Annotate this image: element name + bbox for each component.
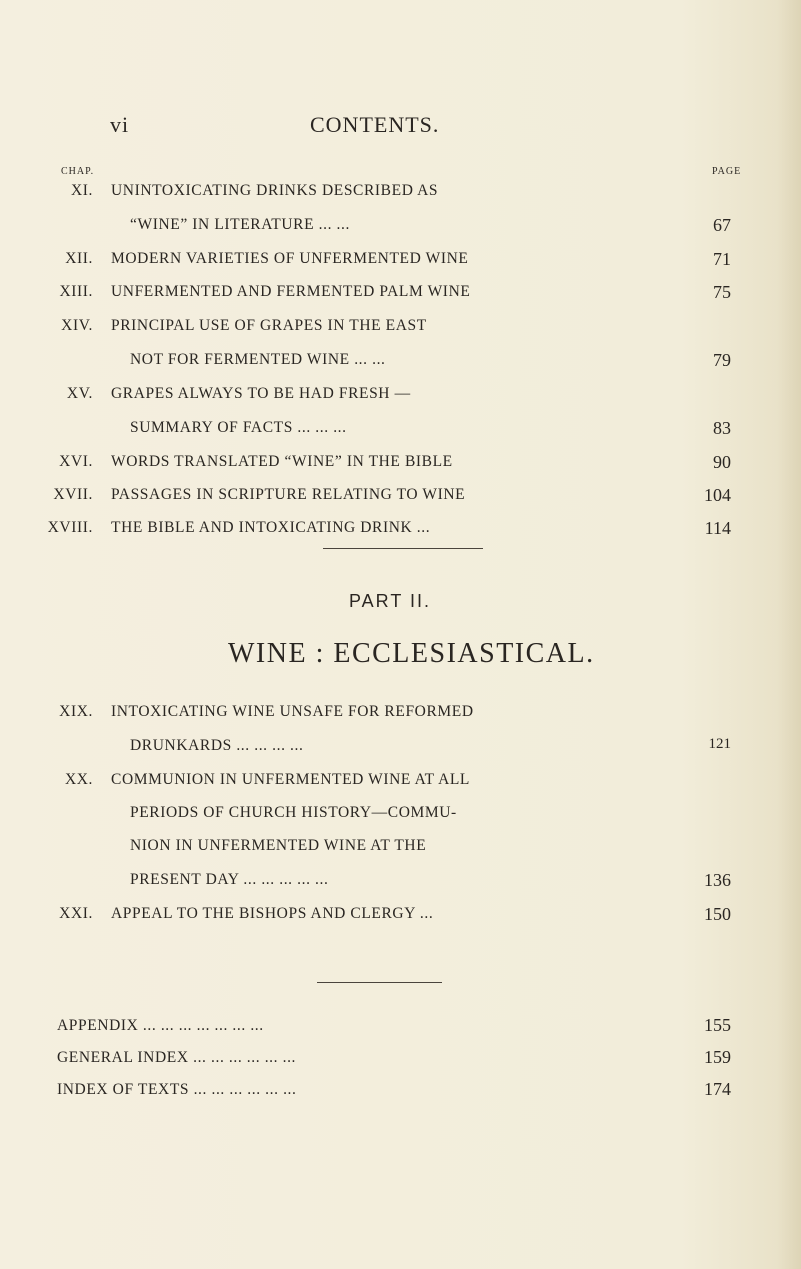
chapter-page: 150 — [704, 904, 731, 924]
chapter-number: XVI. — [59, 453, 93, 470]
chapter-number: XXI. — [59, 905, 93, 922]
chapter-number: XII. — [65, 250, 93, 267]
end-matter-label: APPENDIX ... ... ... ... ... ... ... — [57, 1017, 264, 1034]
page-column-label: PAGE — [712, 166, 742, 177]
end-matter-page: 174 — [704, 1079, 731, 1099]
page-header — [0, 112, 801, 142]
chapter-title-line: NION IN UNFERMENTED WINE AT THE — [130, 837, 427, 854]
chapter-number: XX. — [64, 771, 93, 788]
chapter-number: XV. — [66, 385, 93, 402]
chapter-page: 121 — [708, 736, 731, 752]
chapter-title-line: APPEAL TO THE BISHOPS AND CLERGY ... — [111, 905, 434, 922]
chapter-title-line: MODERN VARIETIES OF UNFERMENTED WINE — [111, 250, 469, 267]
chapter-title-line: UNINTOXICATING DRINKS DESCRIBED AS — [111, 182, 439, 199]
section-divider — [317, 982, 442, 983]
chapter-page: 75 — [713, 282, 731, 302]
chapter-page: 83 — [713, 418, 731, 438]
chapter-title-line: UNFERMENTED AND FERMENTED PALM WINE — [111, 283, 471, 300]
end-matter-label: INDEX OF TEXTS ... ... ... ... ... ... — [57, 1081, 297, 1098]
chapter-number: XIII. — [59, 283, 93, 300]
chapter-page: 104 — [704, 485, 731, 505]
chapter-number: XIV. — [61, 317, 93, 334]
chapter-page: 79 — [713, 350, 731, 370]
chapter-title-line: PRESENT DAY ... ... ... ... ... — [130, 871, 329, 888]
end-matter-page: 159 — [704, 1047, 731, 1067]
chapter-title-line: GRAPES ALWAYS TO BE HAD FRESH — — [111, 385, 411, 402]
page-number: vi — [110, 112, 130, 137]
chapter-number: XVIII. — [47, 519, 93, 536]
chapter-title-line: PRINCIPAL USE OF GRAPES IN THE EAST — [111, 317, 427, 334]
chapter-title-line: INTOXICATING WINE UNSAFE FOR REFORMED — [111, 703, 474, 720]
chapter-title-line: PASSAGES IN SCRIPTURE RELATING TO WINE — [111, 486, 466, 503]
chapter-page: 90 — [713, 452, 731, 472]
running-head: CONTENTS. — [310, 112, 440, 137]
chapter-number: XIX. — [59, 703, 93, 720]
part-title: WINE : ECCLESIASTICAL. — [228, 638, 595, 669]
chapter-title-line: THE BIBLE AND INTOXICATING DRINK ... — [111, 519, 431, 536]
end-matter-label: GENERAL INDEX ... ... ... ... ... ... — [57, 1049, 297, 1066]
chapter-page: 136 — [704, 870, 731, 890]
chapter-title-line: NOT FOR FERMENTED WINE ... ... — [130, 351, 386, 368]
part-label: PART II. — [349, 591, 432, 611]
chapter-page: 71 — [713, 249, 731, 269]
chapter-column-label: CHAP. — [61, 166, 95, 177]
chapter-title-line: SUMMARY OF FACTS ... ... ... — [130, 419, 347, 436]
section-divider — [323, 548, 483, 549]
chapter-page: 67 — [713, 215, 731, 235]
chapter-title-line: PERIODS OF CHURCH HISTORY—COMMU- — [130, 804, 457, 821]
chapter-title-line: COMMUNION IN UNFERMENTED WINE AT ALL — [111, 771, 471, 788]
end-matter-page: 155 — [704, 1015, 731, 1035]
chapter-number: XVII. — [53, 486, 93, 503]
chapter-title-line: DRUNKARDS ... ... ... ... — [130, 737, 304, 754]
chapter-title-line: “WINE” IN LITERATURE ... ... — [130, 216, 350, 233]
chapter-title-line: WORDS TRANSLATED “WINE” IN THE BIBLE — [111, 453, 453, 470]
chapter-page: 114 — [704, 518, 731, 538]
column-labels — [0, 166, 801, 180]
chapter-number: XI. — [70, 182, 93, 199]
